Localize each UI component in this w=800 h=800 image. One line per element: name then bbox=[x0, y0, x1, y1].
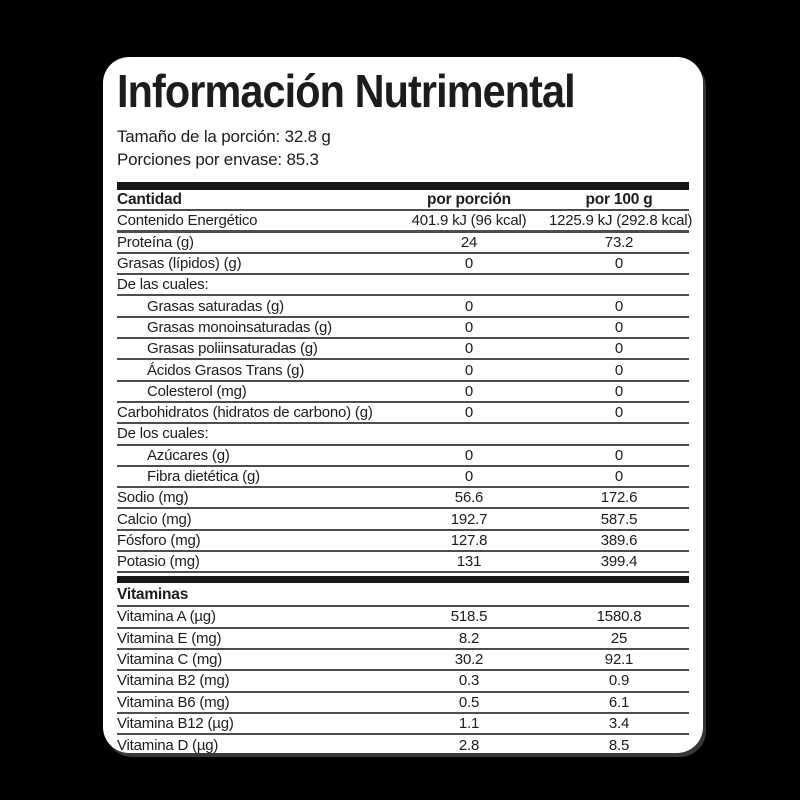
table-row bbox=[117, 339, 689, 360]
value-per-100g: 0 bbox=[614, 297, 624, 315]
value-per-serving: 2.8 bbox=[458, 737, 480, 755]
top-divider-bar bbox=[117, 182, 689, 190]
value-per-100g: 0 bbox=[614, 468, 624, 485]
serving-size: Tamaño de la porción: 32.8 g bbox=[117, 127, 331, 146]
value-per-serving: 0 bbox=[464, 318, 474, 336]
value-per-serving: 56.6 bbox=[454, 489, 484, 507]
nutrient-name: Vitamina D (µg) bbox=[117, 737, 219, 755]
nutrition-label-card bbox=[103, 57, 703, 753]
value-per-serving: 0 bbox=[464, 297, 474, 315]
value-per-serving: 401.9 kJ (96 kcal) bbox=[411, 211, 527, 229]
nutrient-name: Calcio (mg) bbox=[117, 510, 192, 528]
value-per-serving: 0 bbox=[464, 340, 474, 358]
column-header-per-serving: por porción bbox=[427, 190, 511, 208]
nutrient-name: Fibra dietética (g) bbox=[147, 468, 260, 485]
nutrient-name: Fósforo (mg) bbox=[117, 531, 201, 549]
nutrient-name: Grasas (lípidos) (g) bbox=[117, 255, 242, 273]
column-header-amount: Cantidad bbox=[117, 190, 182, 208]
value-per-100g: 0 bbox=[614, 446, 624, 464]
nutrient-name: De las cuales: bbox=[117, 276, 209, 294]
servings-per-container: Porciones por envase: 85.3 bbox=[117, 150, 319, 169]
nutrient-name: Grasas monoinsaturadas (g) bbox=[147, 318, 332, 336]
table-row bbox=[117, 735, 689, 756]
value-per-serving: 24 bbox=[460, 233, 478, 251]
value-per-100g: 1225.9 kJ (292.8 kcal) bbox=[549, 211, 693, 229]
table-row bbox=[117, 403, 689, 424]
value-per-100g: 25 bbox=[610, 629, 628, 647]
column-header-per-100g: por 100 g bbox=[585, 190, 653, 208]
value-per-serving: 192.7 bbox=[450, 510, 488, 528]
vitamins-table-body bbox=[117, 607, 689, 756]
value-per-serving: 0 bbox=[464, 361, 474, 379]
value-per-serving: 0 bbox=[464, 404, 474, 422]
value-per-100g: 172.6 bbox=[600, 489, 638, 507]
value-per-serving: 0.3 bbox=[458, 672, 480, 690]
value-per-100g: 0 bbox=[614, 361, 624, 379]
value-per-serving: 127.8 bbox=[450, 531, 488, 549]
nutrient-name: Proteína (g) bbox=[117, 233, 194, 251]
vitamins-divider-bar bbox=[117, 576, 689, 583]
nutrient-name: Potasio (mg) bbox=[117, 553, 200, 571]
table-row bbox=[117, 467, 689, 488]
value-per-100g: 399.4 bbox=[600, 553, 638, 571]
section-row bbox=[117, 275, 689, 296]
table-row bbox=[117, 211, 693, 232]
value-per-serving: 0 bbox=[464, 382, 474, 400]
nutrient-name: Vitamina B12 (µg) bbox=[117, 714, 234, 732]
vitamins-title: Vitaminas bbox=[117, 586, 189, 604]
nutrient-name: Vitamina B2 (mg) bbox=[117, 672, 230, 690]
table-row bbox=[117, 671, 689, 692]
nutrient-name: Carbohidratos (hidratos de carbono) (g) bbox=[117, 404, 373, 422]
vitamins-section-header bbox=[117, 585, 689, 607]
table-row bbox=[117, 650, 689, 671]
value-per-100g: 587.5 bbox=[600, 510, 638, 528]
table-row bbox=[117, 318, 689, 339]
nutrient-name: De los cuales: bbox=[117, 425, 209, 443]
value-per-serving: 1.1 bbox=[458, 714, 480, 732]
value-per-serving: 8.2 bbox=[458, 629, 480, 647]
nutrient-name: Sodio (mg) bbox=[117, 489, 189, 507]
value-per-serving: 0 bbox=[464, 446, 474, 464]
table-row bbox=[117, 446, 689, 467]
value-per-100g: 6.1 bbox=[608, 693, 630, 711]
nutrient-name: Contenido Energético bbox=[117, 211, 258, 229]
table-header-row bbox=[117, 190, 689, 211]
value-per-100g: 1580.8 bbox=[596, 608, 642, 626]
table-row bbox=[117, 693, 689, 714]
nutrient-name: Vitamina A (µg) bbox=[117, 608, 216, 626]
value-per-100g: 8.5 bbox=[608, 737, 630, 755]
value-per-serving: 0.5 bbox=[458, 693, 480, 711]
value-per-100g: 3.4 bbox=[608, 714, 630, 732]
value-per-100g: 389.6 bbox=[600, 531, 638, 549]
table-row bbox=[117, 552, 689, 573]
nutrient-name: Vitamina B6 (mg) bbox=[117, 693, 230, 711]
value-per-100g: 0 bbox=[614, 255, 624, 273]
table-row bbox=[117, 488, 689, 509]
value-per-100g: 73.2 bbox=[604, 233, 634, 251]
nutrient-name: Grasas poliinsaturadas (g) bbox=[147, 340, 318, 358]
value-per-serving: 0 bbox=[464, 468, 474, 485]
label-title: Información Nutrimental bbox=[117, 65, 575, 117]
serving-info bbox=[117, 125, 689, 171]
table-row bbox=[117, 254, 689, 275]
value-per-100g: 0 bbox=[614, 340, 624, 358]
nutrient-name: Ácidos Grasos Trans (g) bbox=[147, 361, 305, 379]
nutrient-name: Colesterol (mg) bbox=[147, 382, 247, 400]
value-per-serving: 0 bbox=[464, 255, 474, 273]
value-per-serving: 518.5 bbox=[450, 608, 488, 626]
table-row bbox=[117, 531, 689, 552]
nutrient-name: Vitamina E (mg) bbox=[117, 629, 222, 647]
nutrient-table-body bbox=[117, 211, 693, 573]
nutrient-name: Grasas saturadas (g) bbox=[147, 297, 284, 315]
value-per-100g: 0 bbox=[614, 382, 624, 400]
value-per-100g: 92.1 bbox=[604, 651, 634, 669]
nutrient-name: Azúcares (g) bbox=[147, 446, 230, 464]
value-per-100g: 0 bbox=[614, 318, 624, 336]
table-row bbox=[117, 296, 689, 317]
table-row bbox=[117, 509, 689, 530]
value-per-100g: 0 bbox=[614, 404, 624, 422]
nutrient-name: Vitamina C (mg) bbox=[117, 651, 223, 669]
table-row bbox=[117, 382, 689, 403]
table-row bbox=[117, 233, 689, 254]
table-row bbox=[117, 360, 689, 381]
table-row bbox=[117, 714, 689, 735]
value-per-serving: 131 bbox=[456, 553, 482, 571]
value-per-serving: 30.2 bbox=[454, 651, 484, 669]
section-row bbox=[117, 424, 689, 445]
table-row bbox=[117, 607, 689, 628]
table-row bbox=[117, 629, 689, 650]
value-per-100g: 0.9 bbox=[608, 672, 630, 690]
